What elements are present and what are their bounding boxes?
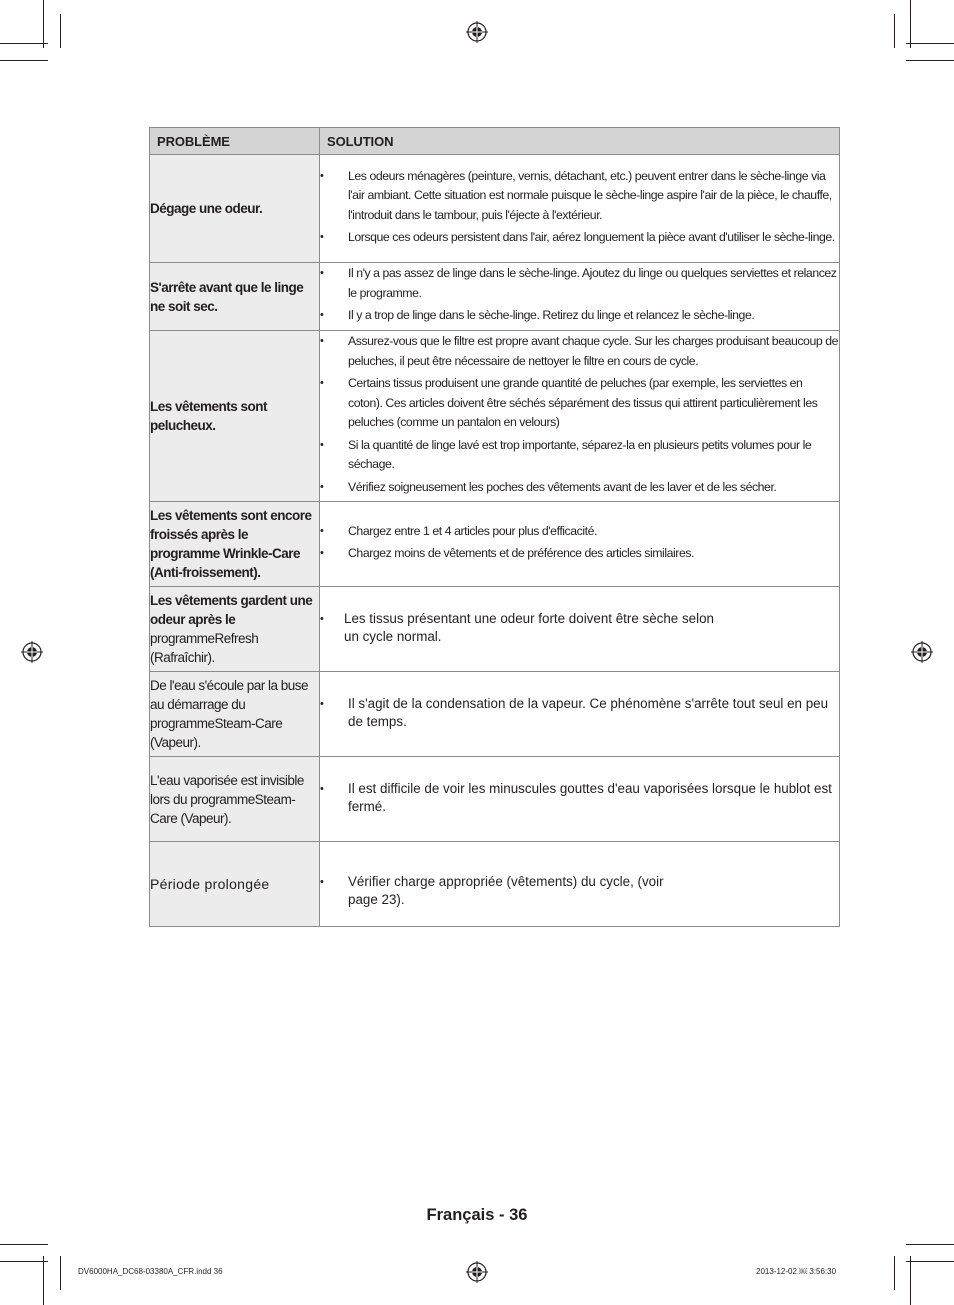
crop-mark xyxy=(0,1261,48,1262)
table-row xyxy=(150,672,840,757)
solution-item: • Vérifier charge appropriée (vêtements) du cycle, (voir page 23). xyxy=(320,873,839,909)
solution-cell xyxy=(320,842,840,927)
solution-item: • Chargez moins de vêtements et de préférence des articles similaires. xyxy=(320,544,839,564)
crop-mark xyxy=(906,60,954,61)
solution-cell xyxy=(320,155,840,263)
table-row xyxy=(150,842,840,927)
crop-mark xyxy=(43,0,44,48)
registration-mark-icon xyxy=(466,1261,488,1283)
problem-text: S'arrête avant que le linge ne soit sec. xyxy=(150,279,304,314)
crop-mark xyxy=(906,43,954,44)
crop-mark xyxy=(0,60,48,61)
registration-mark-icon xyxy=(911,641,933,663)
crop-mark xyxy=(894,14,895,48)
crop-mark xyxy=(910,0,911,48)
problem-text: Les vêtements sont pelucheux. xyxy=(150,399,268,433)
solution-cell xyxy=(320,757,840,842)
crop-mark xyxy=(906,1261,954,1262)
solution-item: • Il y a trop de linge dans le sèche-linge. Retirez du linge et relancez le sèche-linge. xyxy=(320,306,839,326)
problem-cell xyxy=(150,155,320,263)
problem-cell xyxy=(150,331,320,502)
crop-mark xyxy=(894,1256,895,1290)
table-header-row xyxy=(150,128,840,155)
solution-cell xyxy=(320,587,840,672)
solution-item: • Assurez-vous que le filtre est propre avant chaque cycle. Sur les charges produisant beaucoup de peluches, il peut être nécessaire de nettoyer le filtre en cours de cycle. xyxy=(320,332,839,371)
problem-cell xyxy=(150,502,320,587)
table-row xyxy=(150,331,840,502)
registration-mark-icon xyxy=(21,641,43,663)
problem-text-rest: programmeRefresh (Rafraîchir). xyxy=(150,631,259,665)
solution-list xyxy=(320,264,839,326)
crop-mark xyxy=(0,43,48,44)
solution-item: • Il n'y a pas assez de linge dans le sèche-linge. Ajoutez du linge ou quelques serviettes et relancez le programme. xyxy=(320,264,839,303)
solution-cell xyxy=(320,672,840,757)
problem-text: Période prolongée xyxy=(150,875,270,892)
problem-text: Les vêtements gardent une odeur après le xyxy=(150,593,313,627)
problem-cell xyxy=(150,263,320,331)
solution-item: • Il s'agit de la condensation de la vapeur. Ce phénomène s'arrête tout seul en peu de temps. xyxy=(320,695,839,731)
solution-list xyxy=(320,695,839,731)
column-header-problem: PROBLÈME xyxy=(150,128,320,155)
table-row xyxy=(150,502,840,587)
solution-cell xyxy=(320,502,840,587)
table-row xyxy=(150,587,840,672)
solution-item: • Certains tissus produisent une grande quantité de peluches (par exemple, les serviettes en coton). Ces articles doivent être séchés séparément des tissus qui attirent particulièrement les peluches (comme un pantalon en velours) xyxy=(320,374,839,433)
solution-item: • Les tissus présentant une odeur forte doivent être sèche selon un cycle normal. xyxy=(320,610,839,646)
solution-list xyxy=(320,610,839,646)
solution-list xyxy=(320,522,839,564)
table-row xyxy=(150,155,840,263)
solution-item: • Lorsque ces odeurs persistent dans l'air, aérez longuement la pièce avant d'utiliser le sèche-linge. xyxy=(320,228,839,248)
problem-text: Les vêtements sont encore froissés après le programme Wrinkle-Care (Anti-froissement). xyxy=(150,508,312,580)
page-number: Français - 36 xyxy=(426,1206,528,1224)
table-row xyxy=(150,263,840,331)
solution-item: • Les odeurs ménagères (peinture, vernis, détachant, etc.) peuvent entrer dans le sèche-linge via l'air ambiant. Cette situation est normale puisque le sèche-linge aspire l'air de la pièce, le chauffe, l'introduit dans le tambour, puis l'éjecte à l'extérieur. xyxy=(320,167,839,226)
solution-list xyxy=(320,780,839,816)
solution-list xyxy=(320,167,839,248)
column-header-solution: SOLUTION xyxy=(320,128,840,155)
crop-mark xyxy=(60,14,61,48)
table-row xyxy=(150,757,840,842)
solution-cell xyxy=(320,263,840,331)
problem-text: Dégage une odeur. xyxy=(150,201,263,216)
troubleshooting-table xyxy=(149,127,840,927)
solution-list xyxy=(320,873,839,909)
solution-list xyxy=(320,332,839,497)
problem-cell xyxy=(150,757,320,842)
solution-item: • Il est difficile de voir les minuscules gouttes d'eau vaporisées lorsque le hublot est fermé. xyxy=(320,780,839,816)
problem-text: L'eau vaporisée est invisible lors du programmeSteam-Care (Vapeur). xyxy=(150,772,304,826)
registration-mark-icon xyxy=(466,21,488,43)
crop-mark xyxy=(43,1256,44,1305)
crop-mark xyxy=(910,1256,911,1305)
problem-text: De l'eau s'écoule par la buse au démarrage du programmeSteam-Care (Vapeur). xyxy=(150,678,309,750)
date-slug: 2013-12-02 ￼ 3:56:30 xyxy=(756,1267,837,1276)
crop-mark xyxy=(906,1244,954,1245)
crop-mark xyxy=(0,1244,48,1245)
solution-item: • Vérifiez soigneusement les poches des vêtements avant de les laver et de les sécher. xyxy=(320,478,839,498)
solution-item: • Si la quantité de linge lavé est trop importante, séparez-la en plusieurs petits volumes pour le séchage. xyxy=(320,436,839,475)
solution-cell xyxy=(320,331,840,502)
solution-item: • Chargez entre 1 et 4 articles pour plus d'efficacité. xyxy=(320,522,839,542)
crop-mark xyxy=(60,1256,61,1290)
file-slug: DV6000HA_DC68-03380A_CFR.indd 36 xyxy=(78,1267,223,1276)
problem-cell xyxy=(150,672,320,757)
problem-cell xyxy=(150,842,320,927)
problem-cell xyxy=(150,587,320,672)
